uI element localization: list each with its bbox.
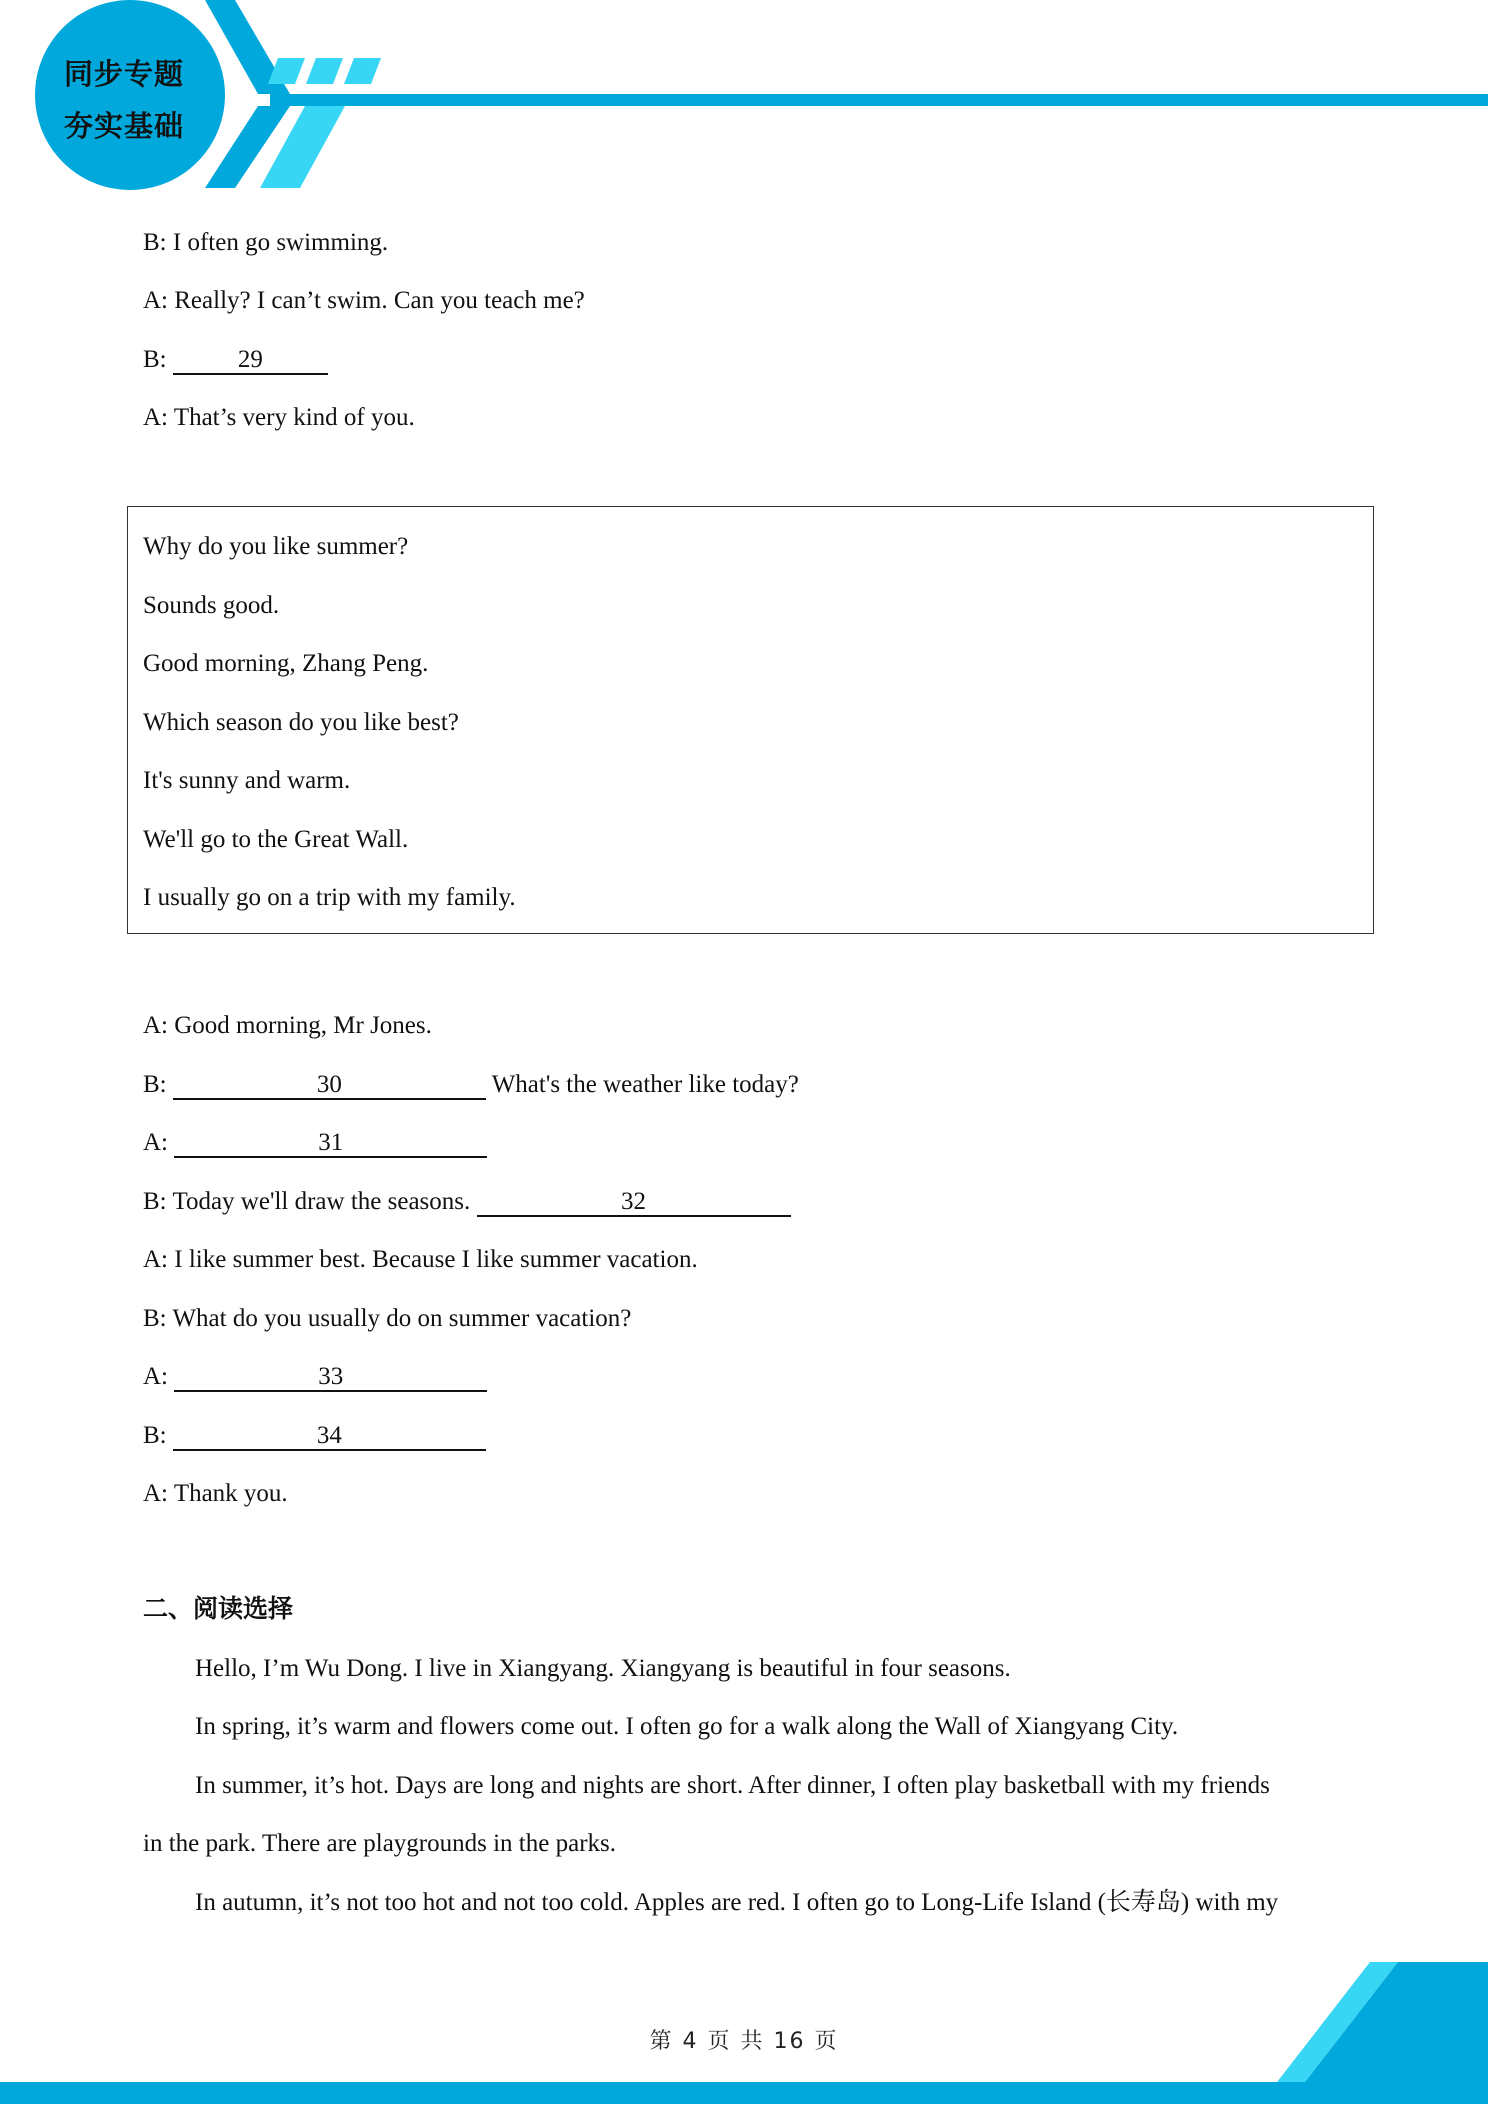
dialogue-line (143, 1479, 288, 1509)
answer-blank-33[interactable]: 33 (174, 1364, 487, 1392)
speaker-label: B: (143, 229, 167, 256)
dialogue-line (143, 1362, 487, 1392)
speaker-label: A: (143, 1129, 168, 1156)
dialogue-line (143, 228, 388, 258)
dialogue-line (143, 1070, 799, 1100)
speaker-label: A: (143, 1012, 168, 1039)
header-dash-1 (268, 58, 305, 84)
header-stripe (270, 94, 1488, 106)
dialogue-line (143, 345, 328, 375)
speaker-label: B: (143, 346, 167, 373)
option-item: I usually go on a trip with my family. (143, 884, 516, 911)
speaker-label: A: (143, 1363, 168, 1390)
reading-paragraph: In summer, it’s hot. Days are long and nights are short. After dinner, I often play basketball with my friends (195, 1772, 1270, 1799)
dialogue-line (143, 403, 415, 433)
header-dash-2 (306, 58, 343, 84)
dialogue-line (143, 1304, 631, 1334)
line-text: Really? I can’t swim. Can you teach me? (174, 287, 585, 314)
option-item: Good morning, Zhang Peng. (143, 650, 429, 677)
line-text: I often go swimming. (172, 229, 389, 256)
line-text: Good morning, Mr Jones. (174, 1012, 432, 1039)
speaker-label: A: (143, 287, 168, 314)
answer-blank-34[interactable]: 34 (173, 1423, 486, 1451)
speaker-label: A: (143, 404, 168, 431)
option-item: Why do you like summer? (143, 533, 409, 560)
footer-stripe (0, 2082, 1488, 2104)
badge-line-2: 夯实基础 (63, 109, 184, 143)
speaker-label: B: (143, 1071, 167, 1098)
dialogue-line (143, 1128, 487, 1158)
header-badge-circle (35, 0, 225, 190)
answer-blank-31[interactable]: 31 (174, 1130, 487, 1158)
reading-paragraph: In autumn, it’s not too hot and not too cold. Apples are red. I often go to Long-Life Island (长寿岛) with my (195, 1889, 1279, 1916)
line-text: What do you usually do on summer vacation? (172, 1305, 632, 1332)
options-box (127, 506, 1374, 934)
line-text: That’s very kind of you. (173, 404, 415, 431)
option-item: It's sunny and warm. (143, 767, 351, 794)
answer-blank-32[interactable]: 32 (477, 1189, 791, 1217)
reading-paragraph: In spring, it’s warm and flowers come out. I often go for a walk along the Wall of Xiangyang City. (195, 1713, 1179, 1740)
page-number: 第 4 页 共 16 页 (649, 2029, 839, 2054)
header-banner (0, 0, 1488, 200)
option-item: We'll go to the Great Wall. (143, 826, 409, 853)
speaker-label: A: (143, 1480, 168, 1507)
reading-paragraph: Hello, I’m Wu Dong. I live in Xiangyang. Xiangyang is beautiful in four seasons. (195, 1655, 1011, 1682)
dialogue-line (143, 286, 585, 316)
line-text: I like summer best. Because I like summer vacation. (174, 1246, 698, 1273)
speaker-label: B: (143, 1422, 167, 1449)
dialogue-line (143, 1421, 486, 1451)
speaker-label: B: (143, 1188, 167, 1215)
dialogue-line (143, 1187, 791, 1217)
option-item: Which season do you like best? (143, 709, 459, 736)
line-text: What's the weather like today? (491, 1071, 799, 1098)
dialogue-line (143, 1011, 432, 1041)
answer-blank-29[interactable]: 29 (173, 347, 328, 375)
reading-paragraph-continued: in the park. There are playgrounds in the parks. (143, 1830, 616, 1857)
speaker-label: B: (143, 1305, 167, 1332)
badge-line-1: 同步专题 (63, 57, 184, 91)
speaker-label: A: (143, 1246, 168, 1273)
option-item: Sounds good. (143, 592, 280, 619)
section-title: 二、阅读选择 (143, 1594, 294, 1623)
header-dash-3 (344, 58, 381, 84)
dialogue-line (143, 1245, 698, 1275)
line-text: Today we'll draw the seasons. (172, 1188, 471, 1215)
line-text: Thank you. (173, 1480, 288, 1507)
answer-blank-30[interactable]: 30 (173, 1072, 486, 1100)
